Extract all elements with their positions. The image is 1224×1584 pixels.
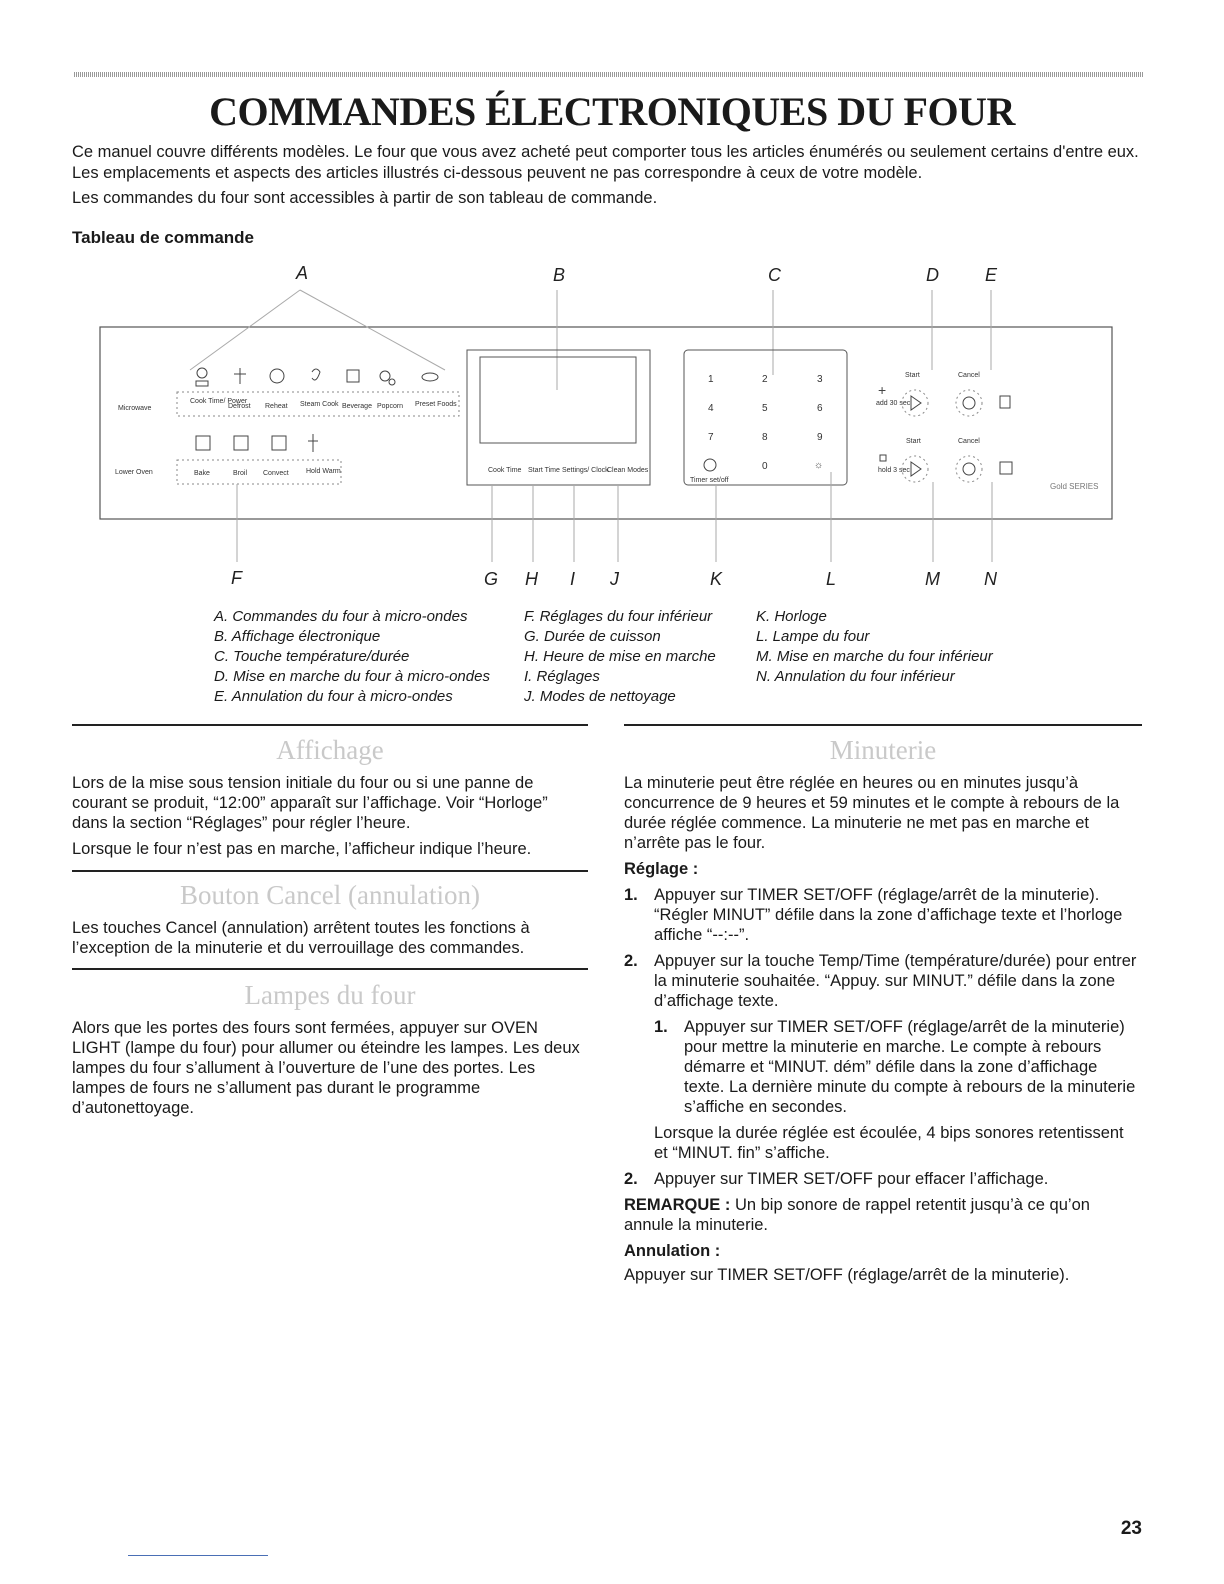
- affichage-body: [72, 773, 584, 865]
- legend-item: K. Horloge: [756, 608, 827, 625]
- callout-letter-a: A: [296, 263, 309, 283]
- paragraph: Lorsque le four n’est pas en marche, l’afficheur indique l’heure.: [72, 840, 532, 858]
- legend-column-3: [756, 607, 993, 687]
- step-3: [624, 1169, 1140, 1189]
- key-4[interactable]: 4: [708, 403, 714, 414]
- legend-column-2: [524, 607, 716, 707]
- mw-start-label: Start: [905, 372, 920, 379]
- callout-letter-g: G: [484, 569, 499, 589]
- remarque-text: Un bip sonore de rappel retentit jusqu’à ce qu’on annule la minuterie.: [624, 1196, 1090, 1234]
- display-frame: [467, 350, 650, 485]
- timer-label: Timer set/off: [690, 477, 729, 484]
- callout-letter-f: F: [231, 568, 242, 588]
- reglage-label: Réglage :: [624, 860, 699, 878]
- step-text: Appuyer sur la touche Temp/Time (température/durée) pour entrer la minuterie souhaitée. “Appuy. sur MINUT.” défile dans la zone d’affichage texte.: [654, 952, 1137, 1010]
- section-heading-cancel: Bouton Cancel (annulation): [180, 880, 480, 910]
- callout-letter-m: M: [925, 569, 940, 589]
- mw-button-popcorn[interactable]: Popcorn: [377, 403, 404, 410]
- mw-button-preset-foods[interactable]: Preset Foods: [415, 401, 457, 408]
- annulation-label: Annulation :: [624, 1242, 721, 1260]
- legend-column-1: [214, 607, 490, 707]
- oven-button-hold-warm[interactable]: Hold Warm: [306, 468, 341, 475]
- legend-item: J. Modes de nettoyage: [524, 688, 676, 705]
- legend-item: H. Heure de mise en marche: [524, 648, 716, 665]
- callout-letter-c: C: [768, 265, 781, 285]
- callout-letter-h: H: [525, 569, 538, 589]
- electronic-display: [480, 357, 636, 443]
- step-number: 2.: [624, 952, 638, 970]
- mw-cancel-label: Cancel: [958, 372, 980, 379]
- add-icon[interactable]: +: [878, 382, 887, 398]
- oven-cancel-button[interactable]: [956, 456, 982, 482]
- key-1[interactable]: 1: [708, 374, 714, 385]
- key-3[interactable]: 3: [817, 374, 823, 385]
- timer-icon[interactable]: [704, 459, 716, 471]
- panel-heading: Tableau de commande: [72, 228, 255, 247]
- intro-paragraph-2: Les commandes du four sont accessibles à partir de son tableau de commande.: [72, 189, 658, 207]
- section-rule: [624, 724, 1142, 726]
- legend-item: N. Annulation du four inférieur: [756, 668, 955, 685]
- step-number: 2.: [624, 1170, 638, 1188]
- legend-item: L. Lampe du four: [756, 628, 870, 645]
- step-text: Appuyer sur TIMER SET/OFF (réglage/arrêt de la minuterie). “Régler MINUT” défile dans la zone d’affichage texte et l’horloge affiche “--:--”.: [654, 886, 1123, 944]
- paragraph: Lorsque la durée réglée est écoulée, 4 bips sonores retentissent et “MINUT. fin” s’affiche.: [654, 1124, 1124, 1162]
- remarque-paragraph: [624, 1195, 1140, 1235]
- microwave-icons: [196, 368, 438, 386]
- display-button-start-time[interactable]: Start Time: [528, 467, 560, 474]
- oven-light-icon[interactable]: ☼: [814, 460, 824, 471]
- lampes-body: [72, 1018, 586, 1124]
- mw-button-reheat[interactable]: Reheat: [265, 403, 288, 410]
- callout-letter-k: K: [710, 569, 723, 589]
- paragraph: La minuterie peut être réglée en heures ou en minutes jusqu’à concurrence de 9 heures et 59 minutes et le compte à rebours de la durée réglée commence. La minuterie ne met pas en marche et n’arrête pas le four.: [624, 774, 1120, 852]
- mw-button-steam-cook[interactable]: Steam Cook: [300, 401, 339, 408]
- legend-item: I. Réglages: [524, 668, 600, 685]
- paragraph: Les touches Cancel (annulation) arrêtent toutes les fonctions à l’exception de la minuterie et du verrouillage des commandes.: [72, 919, 530, 957]
- microwave-icon: [1000, 396, 1010, 408]
- play-icon: [911, 462, 921, 476]
- step-2: [624, 951, 1140, 1011]
- remarque-label: REMARQUE :: [624, 1196, 731, 1214]
- key-2[interactable]: 2: [762, 374, 768, 385]
- key-0[interactable]: 0: [762, 461, 768, 472]
- step-text: Appuyer sur TIMER SET/OFF (réglage/arrêt de la minuterie) pour mettre la minuterie en marche. Le compte à rebours démarre et “MINUT. dém” défile dans la zone d’affichage texte. La dernière minute du compte à rebours de la minuterie s’affiche en secondes.: [684, 1018, 1136, 1116]
- panel-outline: [100, 327, 1112, 519]
- key-7[interactable]: 7: [708, 432, 714, 443]
- callout-letter-n: N: [984, 569, 997, 589]
- cancel-x-icon: [963, 397, 975, 409]
- section-rule: [72, 870, 588, 872]
- oven-icon: [1000, 462, 1012, 474]
- play-icon: [911, 396, 921, 410]
- legend-item: C. Touche température/durée: [214, 648, 410, 665]
- section-heading-affichage: Affichage: [276, 735, 384, 765]
- key-9[interactable]: 9: [817, 432, 823, 443]
- callout-letter-d: D: [926, 265, 939, 285]
- mw-button-beverage[interactable]: Beverage: [342, 403, 372, 410]
- gold-series-logo: Gold SERIES: [1050, 482, 1099, 491]
- minuterie-body: [624, 773, 1140, 1291]
- legend-item: D. Mise en marche du four à micro-ondes: [214, 668, 490, 685]
- paragraph: Appuyer sur TIMER SET/OFF (réglage/arrêt de la minuterie).: [624, 1266, 1070, 1284]
- section-rule: [72, 724, 588, 726]
- step-number: 1.: [654, 1018, 668, 1036]
- footer-line: [128, 1555, 268, 1556]
- legend-item: G. Durée de cuisson: [524, 628, 661, 645]
- callout-letter-b: B: [553, 265, 566, 285]
- sub-step-1: [654, 1017, 1140, 1117]
- legend-item: F. Réglages du four inférieur: [524, 608, 713, 625]
- cancel-body: [72, 918, 584, 964]
- page-number: 23: [1120, 1518, 1142, 1539]
- key-8[interactable]: 8: [762, 432, 768, 443]
- cancel-x-icon: [963, 463, 975, 475]
- callout-letter-j: J: [610, 569, 619, 589]
- add-30-sec-label: add 30 sec: [876, 400, 911, 407]
- page-title: COMMANDES ÉLECTRONIQUES DU FOUR: [209, 89, 1015, 134]
- display-button-settings-clock[interactable]: Settings/ Clock: [562, 467, 609, 474]
- step-text: Appuyer sur TIMER SET/OFF pour effacer l’affichage.: [654, 1170, 1049, 1188]
- legend-item: B. Affichage électronique: [214, 628, 381, 645]
- lower-oven-label: Lower Oven: [115, 469, 153, 476]
- callout-letter-l: L: [826, 569, 837, 589]
- paragraph: Lors de la mise sous tension initiale du four ou si une panne de courant se produit, “12:00” apparaît sur l’affichage. Voir “Horloge” dans la section “Réglages” pour régler l’heure.: [72, 774, 548, 832]
- section-rule: [72, 968, 588, 970]
- oven-button-broil[interactable]: Broil: [233, 470, 248, 477]
- mw-button-cook-time[interactable]: Cook Time/ Power: [190, 398, 248, 405]
- key-6[interactable]: 6: [817, 403, 823, 414]
- section-heading-lampes: Lampes du four: [244, 980, 416, 1010]
- oven-cancel-label: Cancel: [958, 438, 980, 445]
- lock-icon: [880, 455, 886, 461]
- callout-lines-top: [190, 290, 991, 390]
- keypad[interactable]: [708, 374, 823, 472]
- hold-3-sec-label: hold 3 sec: [878, 467, 910, 474]
- oven-button-bake[interactable]: Bake: [194, 470, 210, 477]
- mw-cancel-button[interactable]: [956, 390, 982, 416]
- legend-item: A. Commandes du four à micro-ondes: [214, 608, 468, 625]
- microwave-label: Microwave: [118, 405, 152, 412]
- legend-item: E. Annulation du four à micro-ondes: [214, 688, 453, 705]
- control-panel-diagram: [0, 255, 1224, 600]
- callout-letter-e: E: [985, 265, 998, 285]
- header-hatch-rule: [74, 72, 1144, 77]
- oven-icons: [196, 434, 318, 452]
- mw-button-defrost[interactable]: Defrost: [228, 403, 251, 410]
- oven-start-label: Start: [906, 438, 921, 445]
- legend-item: M. Mise en marche du four inférieur: [756, 648, 993, 665]
- display-button-clean-modes[interactable]: Clean Modes: [607, 467, 649, 474]
- callout-letter-i: I: [570, 569, 576, 589]
- intro-paragraph: Ce manuel couvre différents modèles. Le four que vous avez acheté peut comporter tous les articles énumérés ou seulement certains d'entre eux. Les emplacements et aspects des articles illustrés ci-dessous peuvent ne pas correspondre à ceux de votre modèle.: [72, 143, 1139, 182]
- step-1: [624, 885, 1140, 945]
- display-button-cook-time[interactable]: Cook Time: [488, 467, 522, 474]
- step-number: 1.: [624, 886, 638, 904]
- paragraph: Alors que les portes des fours sont fermées, appuyer sur OVEN LIGHT (lampe du four) pour allumer ou éteindre les lampes. Les deux lampes du four s’allument à l’ouverture de l’une des portes. Les lampes de fours ne s’allument pas durant le programme d’autonettoyage.: [72, 1019, 580, 1117]
- key-5[interactable]: 5: [762, 403, 768, 414]
- section-heading-minuterie: Minuterie: [829, 735, 937, 765]
- oven-button-convect[interactable]: Convect: [263, 470, 289, 477]
